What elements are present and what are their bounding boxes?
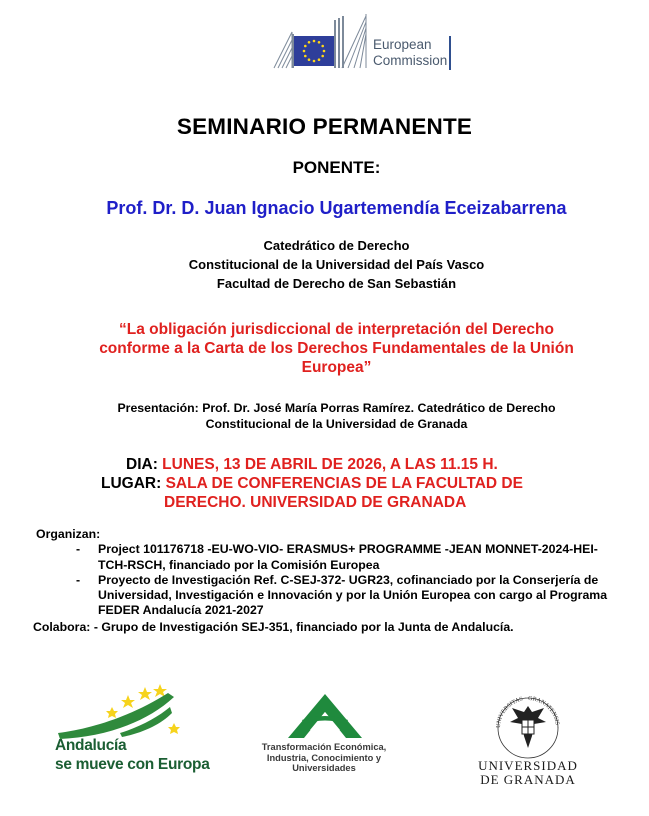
- presentation-line: Presentación: Prof. Dr. José María Porras Ramírez. Catedrático de Derecho: [117, 401, 556, 415]
- colabora-line: [33, 620, 514, 634]
- ponente-label: PONENTE:: [292, 158, 381, 177]
- dia-value: LUNES, 13 DE ABRIL DE 2026, A LAS 11.15 H.: [162, 456, 498, 473]
- presentation-line: Constitucional de la Universidad de Granada: [205, 416, 468, 431]
- lugar-value-line1: SALA DE CONFERENCIAS DE LA FACULTAD DE: [165, 475, 523, 492]
- junta-andalucia-logo: [250, 690, 400, 790]
- ec-logo-line1: European: [373, 37, 432, 52]
- event-date: [126, 455, 498, 474]
- colabora-text: - Grupo de Investigación SEJ-351, financiado por la Junta de Andalucía.: [93, 620, 514, 634]
- topic-line: “La obligación jurisdiccional de interpretación del Derecho: [119, 321, 554, 338]
- event-place: [101, 474, 621, 512]
- lugar-value-line2: DERECHO. UNIVERSIDAD DE GRANADA: [164, 494, 467, 511]
- ugr-seal-text: UNIVERSITAS · GRANATENSIS ·: [495, 695, 561, 729]
- ugr-line1: UNIVERSIDAD: [478, 758, 578, 773]
- andalucia-line2: se mueve con Europa: [55, 756, 210, 773]
- presentation-info: [12, 401, 649, 432]
- ugr-seal-icon: [488, 692, 568, 760]
- andalucia-logo-text: [55, 736, 210, 774]
- organizers-section: [36, 527, 626, 619]
- lugar-label: LUGAR:: [101, 475, 162, 492]
- topic-line: conforme a la Carta de los Derechos Fundamentales de la Unión: [99, 340, 574, 357]
- organizers-list: [36, 542, 626, 618]
- speaker-affiliation: [12, 236, 649, 293]
- junta-a-icon: [250, 690, 400, 742]
- ec-logo-text: [373, 37, 447, 69]
- organizer-item: - Proyecto de Investigación Ref. C-SEJ-372- UGR23, cofinanciado por la Conserjería de Universidad, Investigación e Innovación y por la Unión Europea con cargo al Programa FEDER Andalucía 2021-2027: [36, 573, 626, 619]
- ec-logo-divider: [449, 36, 451, 70]
- organizers-label: Organizan:: [36, 527, 101, 541]
- topic-line: Europea”: [301, 359, 372, 376]
- affiliation-line: Catedrático de Derecho: [263, 238, 410, 253]
- colabora-label: Colabora:: [33, 620, 91, 634]
- organizer-item: - Project 101176718 -EU-WO-VIO- ERASMUS+ PROGRAMME -JEAN MONNET-2024-HEI-TCH-RSCH, financiado por la Comisión Europea: [36, 542, 626, 573]
- speaker-name: Prof. Dr. D. Juan Ignacio Ugartemendía Eceizabarrena: [106, 198, 567, 218]
- eu-flag-icon: [294, 36, 334, 66]
- ugr-seal: [488, 692, 568, 760]
- page-title: SEMINARIO PERMANENTE: [176, 114, 473, 139]
- seminar-topic: [12, 320, 649, 377]
- dia-label: DIA:: [126, 456, 158, 473]
- affiliation-line: Facultad de Derecho de San Sebastián: [216, 276, 457, 291]
- ugr-line2: DE GRANADA: [480, 772, 576, 787]
- ec-logo-line2: Commission: [373, 53, 448, 68]
- andalucia-line1: Andalucía: [55, 737, 127, 754]
- junta-logo-text: Transformación Económica, Industria, Conocimiento y Universidades: [261, 742, 387, 773]
- ugr-logo-text: [466, 759, 590, 787]
- andalucia-stars-icon: [50, 683, 200, 743]
- affiliation-line: Constitucional de la Universidad del País Vasco: [188, 257, 485, 272]
